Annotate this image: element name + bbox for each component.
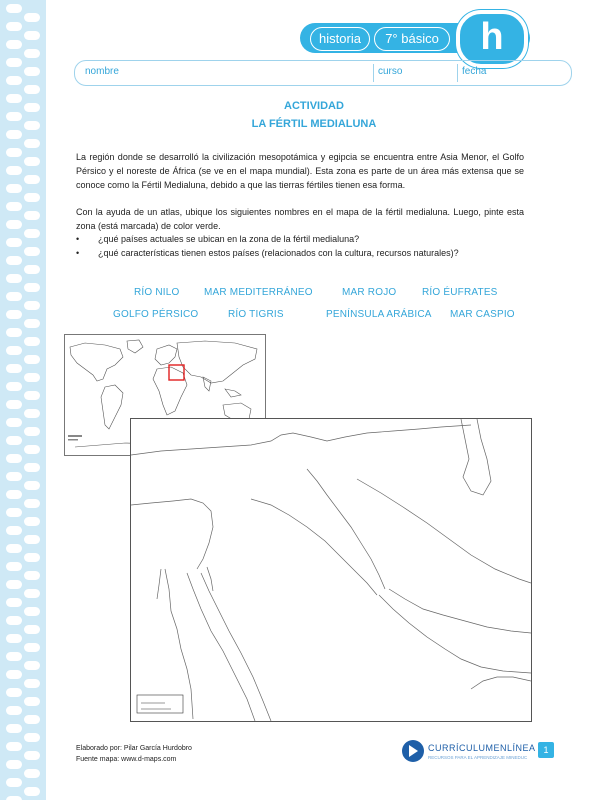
binding-ring [24, 391, 40, 400]
binding-ring [6, 274, 22, 283]
binding-ring [24, 211, 40, 220]
divider [373, 64, 374, 82]
binding-ring [6, 472, 22, 481]
question-text: ¿qué países actuales se ubican en la zona de la fértil medialuna? [98, 234, 360, 244]
binding-ring [24, 787, 40, 796]
binding-ring [24, 283, 40, 292]
binding-ring [6, 436, 22, 445]
activity-heading: ACTIVIDAD [284, 100, 344, 112]
instructions-paragraph: Con la ayuda de un atlas, ubique los siguientes nombres en el mapa de la fértil medialuna. Luego, pinte esta zona (está marcada) de color verde. [76, 207, 524, 231]
question-item: • ¿qué características tienen estos países (relacionados con la cultura, recursos naturales)? [76, 248, 459, 258]
binding-ring [24, 337, 40, 346]
binding-ring [24, 571, 40, 580]
binding-ring [24, 661, 40, 670]
binding-ring [6, 598, 22, 607]
word-peninsula-arabica: PENÍNSULA ARÁBICA [326, 309, 432, 320]
binding-ring [6, 220, 22, 229]
binding-ring [24, 247, 40, 256]
binding-ring [6, 400, 22, 409]
binding-ring [6, 202, 22, 211]
binding-ring [24, 427, 40, 436]
scale-bar [137, 695, 183, 713]
binding-ring [24, 265, 40, 274]
binding-ring [6, 22, 22, 31]
binding-ring [6, 454, 22, 463]
binding-ring [6, 652, 22, 661]
binding-ring [24, 697, 40, 706]
word-mar-rojo: MAR ROJO [342, 287, 397, 298]
binding-ring [24, 85, 40, 94]
binding-ring [24, 643, 40, 652]
binding-ring [24, 157, 40, 166]
curriculum-logo [402, 740, 536, 766]
binding-ring [6, 706, 22, 715]
binding-ring [6, 508, 22, 517]
date-label: fecha [462, 66, 487, 77]
binding-ring [6, 328, 22, 337]
play-icon [402, 740, 424, 762]
student-info-field [74, 60, 572, 86]
binding-ring [6, 490, 22, 499]
binding-ring [6, 742, 22, 751]
word-rio-tigris: RÍO TIGRIS [228, 309, 284, 320]
binding-ring [6, 238, 22, 247]
binding-ring [6, 526, 22, 535]
binding-ring [24, 175, 40, 184]
binding-ring [6, 364, 22, 373]
binding-ring [6, 688, 22, 697]
binding-ring [24, 31, 40, 40]
binding-ring [24, 373, 40, 382]
word-mar-caspio: MAR CASPIO [450, 309, 515, 320]
binding-ring [6, 58, 22, 67]
binding-ring [24, 553, 40, 562]
binding-ring [6, 796, 22, 800]
word-golfo-persico: GOLFO PÉRSICO [113, 309, 199, 320]
binding-ring [24, 751, 40, 760]
binding-ring [6, 4, 22, 13]
binding-ring [6, 292, 22, 301]
binding-ring [6, 76, 22, 85]
author-credit: Elaborado por: Pilar García Hurdobro [76, 745, 192, 752]
grade-pill: 7° básico [374, 27, 450, 51]
binding-ring [24, 301, 40, 310]
binding-ring [24, 193, 40, 202]
binding-ring [24, 481, 40, 490]
word-mar-mediterraneo: MAR MEDITERRÁNEO [204, 287, 313, 298]
binding-ring [24, 463, 40, 472]
binding-ring [6, 760, 22, 769]
binding-ring [24, 535, 40, 544]
binding-ring [6, 670, 22, 679]
binding-ring [6, 166, 22, 175]
binding-ring [24, 67, 40, 76]
binding-ring [6, 634, 22, 643]
question-item: • ¿qué países actuales se ubican en la zona de la fértil medialuna? [76, 234, 360, 244]
binding-ring [24, 319, 40, 328]
binding-ring [6, 346, 22, 355]
binding-ring [6, 130, 22, 139]
binding-ring [24, 517, 40, 526]
binding-ring [6, 724, 22, 733]
binding-ring [6, 382, 22, 391]
binding-ring [24, 139, 40, 148]
binding-ring [24, 589, 40, 598]
logo-text: CURRÍCULUMENLÍNEA [428, 743, 536, 753]
binding-ring [24, 679, 40, 688]
binding-ring [24, 49, 40, 58]
binding-ring [24, 733, 40, 742]
name-label: nombre [85, 66, 119, 77]
word-rio-nilo: RÍO NILO [134, 287, 180, 298]
fertile-crescent-map [130, 418, 532, 722]
binding-ring [6, 40, 22, 49]
binding-ring [24, 769, 40, 778]
binding-ring [24, 499, 40, 508]
binding-ring [6, 418, 22, 427]
binding-ring [24, 607, 40, 616]
binding-ring [6, 778, 22, 787]
activity-title: LA FÉRTIL MEDIALUNA [251, 118, 377, 130]
binding-ring [24, 715, 40, 724]
logo-subtext: RECURSOS PARA EL APRENDIZAJE MINEDUC [428, 755, 528, 760]
course-label: curso [378, 66, 403, 77]
binding-ring [24, 229, 40, 238]
divider [457, 64, 458, 82]
question-text: ¿qué características tienen estos países (relacionados con la cultura, recursos naturales)? [98, 248, 459, 258]
binding-ring [6, 562, 22, 571]
intro-paragraph: La región donde se desarrolló la civilización mesopotámica y egipcia se encuentra entre Asia Menor, el Golfo Pérsico y el noreste de África (se ve en el mapa mundial). Esta zona es parte de un área más extensa que se conoce como la Fértil Medialuna, debido a que las tierras fértiles tienen esa forma. [76, 152, 524, 190]
binding-ring [24, 445, 40, 454]
binding-ring [6, 616, 22, 625]
subject-pill: historia [310, 27, 370, 51]
region-map-drawing [131, 419, 531, 721]
binding-ring [24, 625, 40, 634]
binding-ring [6, 544, 22, 553]
subject-logo: h [456, 10, 528, 68]
map-source: Fuente mapa: www.d-maps.com [76, 756, 177, 763]
binding-ring [24, 355, 40, 364]
binding-ring [6, 580, 22, 589]
binding-ring [6, 148, 22, 157]
binding-ring [24, 409, 40, 418]
binding-ring [6, 256, 22, 265]
binding-ring [6, 310, 22, 319]
binding-ring [24, 13, 40, 22]
page-number: 1 [538, 742, 554, 758]
word-rio-eufrates: RÍO ÉUFRATES [422, 287, 498, 298]
binding-ring [6, 184, 22, 193]
